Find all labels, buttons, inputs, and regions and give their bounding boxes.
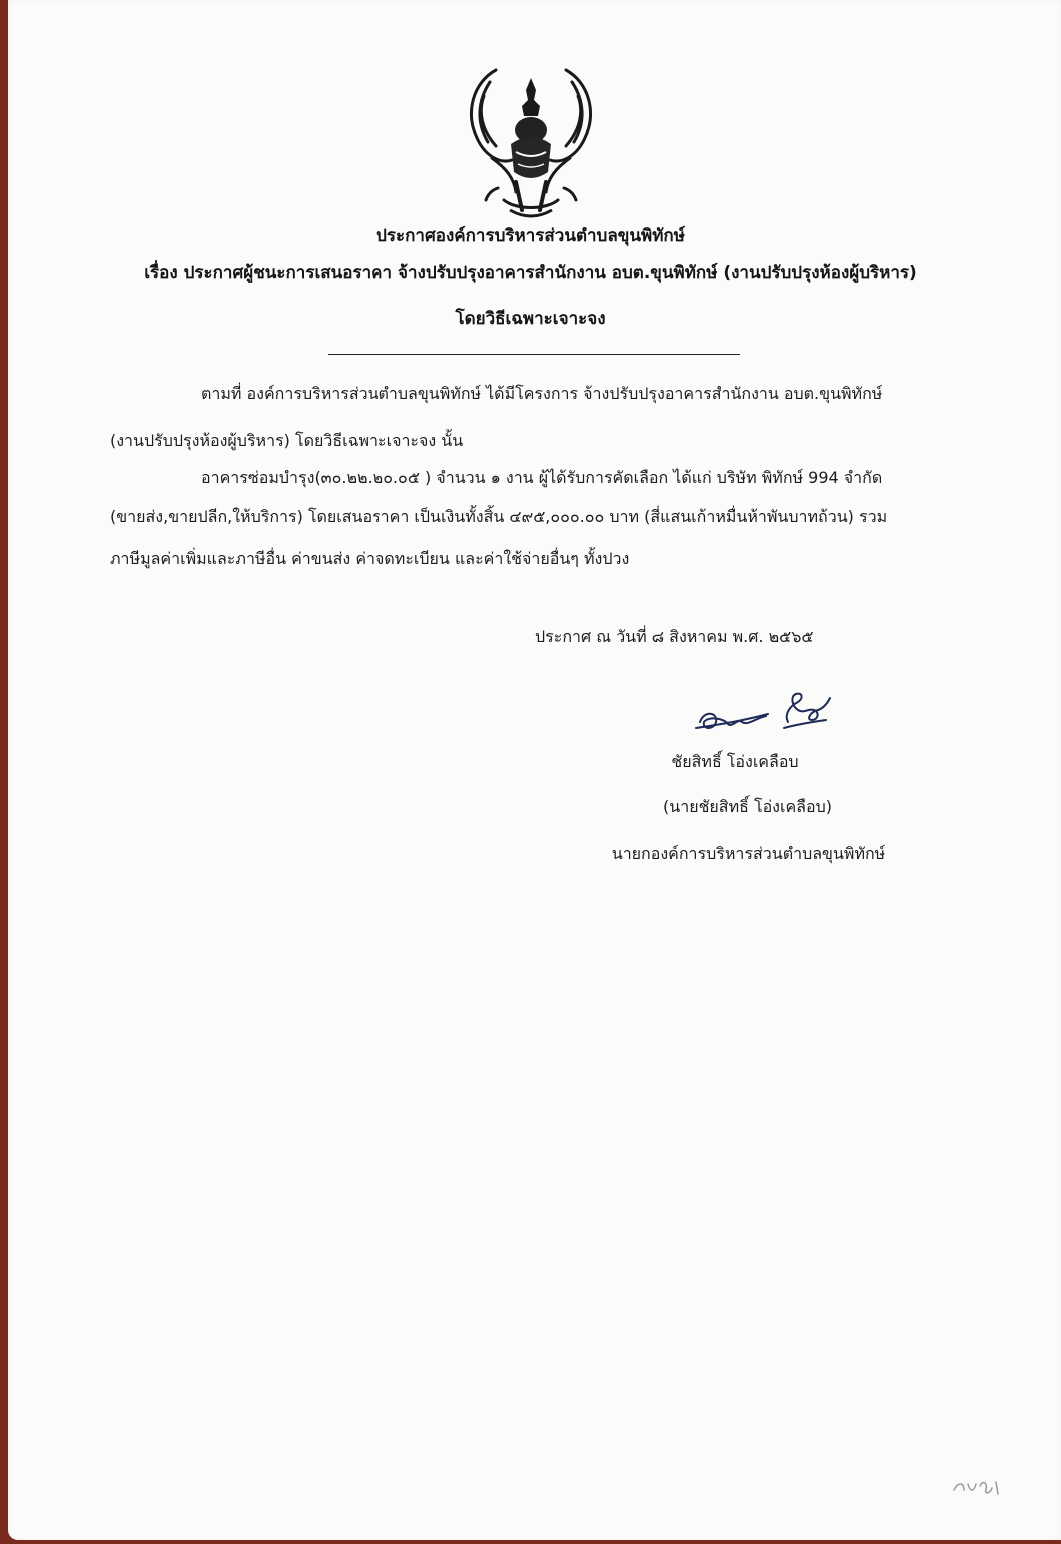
announcement-date: ประกาศ ณ วันที่ ๘ สิงหาคม พ.ศ. ๒๕๖๕ <box>535 627 814 646</box>
body-paragraph1-line2: (งานปรับปรุงห้องผู้บริหาร) โดยวิธีเฉพาะเจาะจง นั้น <box>110 431 464 450</box>
signer-position: นายกองค์การบริหารส่วนตำบลขุนพิทักษ์ <box>611 844 886 863</box>
signer-name: ชัยสิทธิ์ โอ่งเคลือบ <box>671 752 799 771</box>
body-paragraph2-line1: อาคารซ่อมบำรุง(๓๐.๒๒.๒๐.๐๕ ) จำนวน ๑ งาน ผู้ได้รับการคัดเลือก ได้แก่ บริษัท พิทักษ์ 994 จำกัด <box>201 468 883 487</box>
body-paragraph2-line2: (ขายส่ง,ขายปลีก,ให้บริการ) โดยเสนอราคา เป็นเงินทั้งสิ้น ๔๙๕,๐๐๐.๐๐ บาท (สี่แสนเก้าหมื่นห้าพันบาทถ้วน) รวม <box>110 507 888 526</box>
pencil-mark-icon <box>950 1476 1006 1498</box>
body-paragraph1-line1: ตามที่ องค์การบริหารส่วนตำบลขุนพิทักษ์ ได้มีโครงการ จ้างปรับปรุงอาคารสำนักงาน อบต.ขุนพิทักษ์ <box>201 384 883 403</box>
signer-full-name: (นายชัยสิทธิ์ โอ่งเคลือบ) <box>663 797 832 816</box>
body-paragraph2-line3: ภาษีมูลค่าเพิ่มและภาษีอื่น ค่าขนส่ง ค่าจดทะเบียน และค่าใช้จ่ายอื่นๆ ทั้งปวง <box>110 549 630 568</box>
announcement-subject: เรื่อง ประกาศผู้ชนะการเสนอราคา จ้างปรับปรุงอาคารสำนักงาน อบต.ขุนพิทักษ์ (งานปรับปรุงห้องผู้บริหาร) <box>144 263 917 283</box>
handwritten-signature-icon <box>694 688 836 738</box>
procurement-method: โดยวิธีเฉพาะเจาะจง <box>455 309 606 329</box>
header-divider <box>328 354 740 355</box>
garuda-emblem-icon <box>456 60 606 220</box>
announcement-title: ประกาศองค์การบริหารส่วนตำบลขุนพิทักษ์ <box>376 226 685 246</box>
